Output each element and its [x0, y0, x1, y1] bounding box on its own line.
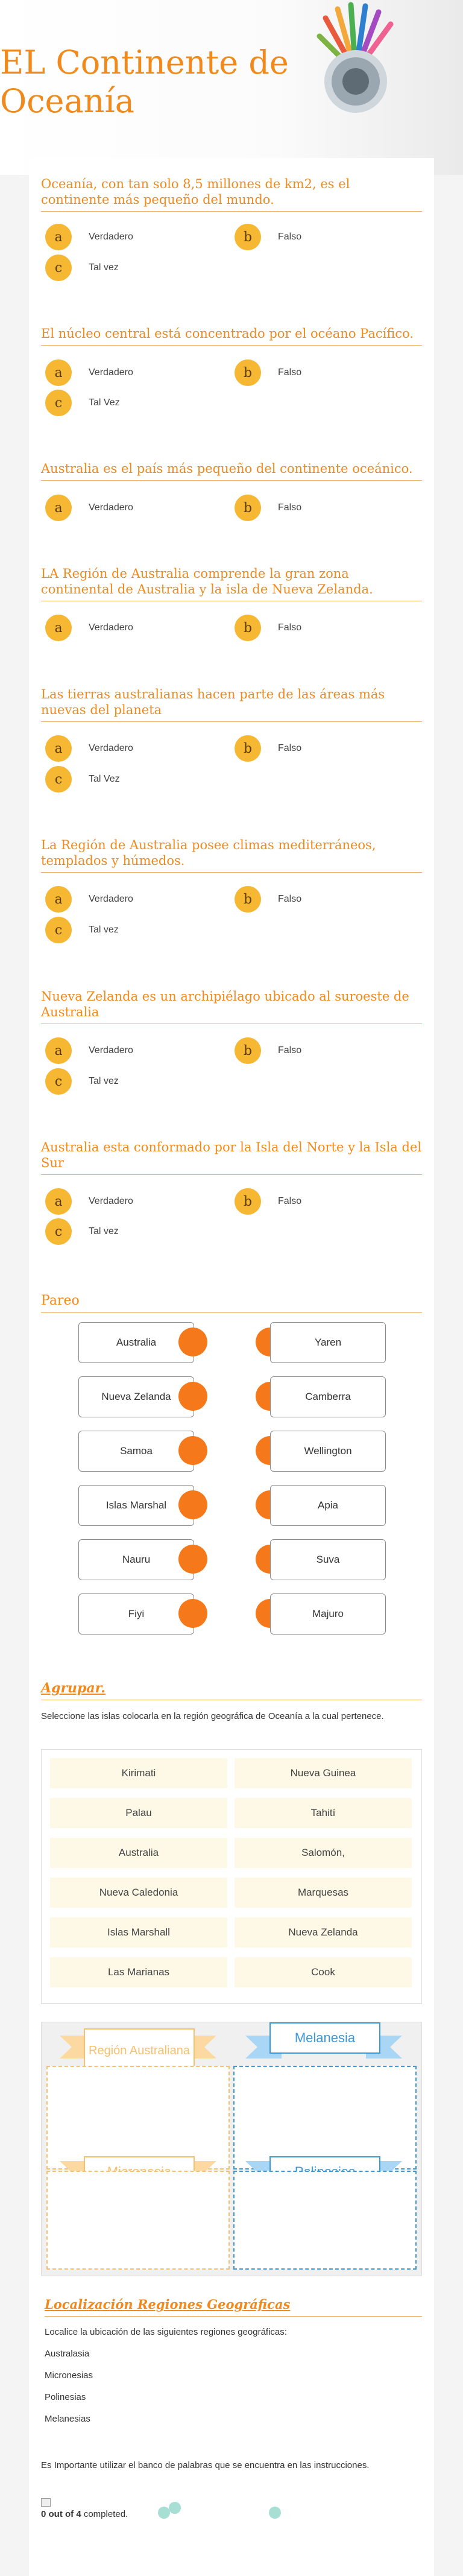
question-text: Oceanía, con tan solo 8,5 millones de km2, es el continente más pequeño del mundo. — [41, 176, 422, 212]
question-text: La Región de Australia posee climas mediterráneos, templados y húmedos. — [41, 837, 422, 873]
grouping-title: Agrupar. — [41, 1680, 106, 1696]
draggable-item[interactable]: Nueva Guinea — [235, 1758, 412, 1788]
option-c[interactable]: c Tal Vez — [45, 390, 120, 416]
match-right-item[interactable]: Yaren — [270, 1322, 386, 1363]
progress-count: 0 out of 4 — [41, 2509, 81, 2519]
option-b[interactable]: b Falso — [235, 224, 301, 250]
broken-image-icon — [41, 2498, 51, 2507]
match-connector-dot[interactable] — [178, 1328, 207, 1356]
region-list-item: Micronesias — [45, 2370, 93, 2381]
option-c[interactable]: c Tal vez — [45, 1068, 119, 1095]
zone-label: Región Australiana — [84, 2028, 195, 2073]
match-connector-dot[interactable] — [178, 1490, 207, 1519]
location-marker-icon[interactable] — [269, 2507, 281, 2519]
match-right-item[interactable]: Apia — [270, 1485, 386, 1526]
divider — [45, 2316, 422, 2317]
header — [0, 0, 463, 175]
matching-title: Pareo — [41, 1293, 80, 1308]
location-marker-icon[interactable] — [169, 2502, 181, 2514]
match-left-item[interactable]: Samoa — [78, 1431, 194, 1472]
word-bank — [41, 1749, 422, 2004]
option-b[interactable]: b Falso — [235, 735, 301, 762]
option-a[interactable]: a Verdadero — [45, 886, 133, 913]
option-b[interactable]: b Falso — [235, 1037, 301, 1064]
option-a[interactable]: a Verdadero — [45, 1188, 133, 1215]
pencils-icon — [313, 0, 398, 115]
option-c[interactable]: c Tal vez — [45, 1218, 119, 1245]
question-4 — [41, 566, 422, 601]
progress-text — [41, 2509, 128, 2519]
page-title: EL Continente de Oceanía — [0, 43, 289, 120]
match-right-item[interactable]: Majuro — [270, 1593, 386, 1635]
match-left-item[interactable]: Australia — [78, 1322, 194, 1363]
location-note: Es Importante utilizar el banco de palabras que se encuentra en las instrucciones. — [41, 2460, 370, 2470]
option-a[interactable]: a Verdadero — [45, 359, 133, 386]
grouping-instruction: Seleccione las islas colocarla en la región geográfica de Oceanía a la cual pertenece. — [41, 1711, 384, 1721]
draggable-item[interactable]: Las Marianas — [50, 1957, 227, 1987]
match-left-item[interactable]: Nauru — [78, 1539, 194, 1580]
draggable-item[interactable]: Tahití — [235, 1798, 412, 1828]
activity-card — [29, 158, 434, 2576]
option-c[interactable]: c Tal Vez — [45, 766, 120, 793]
match-connector-dot[interactable] — [178, 1545, 207, 1574]
region-list-item: Australasia — [45, 2349, 90, 2359]
region-list-item: Melanesias — [45, 2414, 90, 2424]
divider — [41, 1312, 422, 1313]
draggable-item[interactable]: Nueva Caledonia — [50, 1878, 227, 1908]
question-7 — [41, 989, 422, 1024]
option-b[interactable]: b Falso — [235, 495, 301, 521]
option-c[interactable]: c Tal vez — [45, 255, 119, 281]
drop-zone-melanesia[interactable] — [233, 2066, 417, 2169]
match-connector-dot[interactable] — [178, 1599, 207, 1628]
option-a[interactable]: a Verdadero — [45, 224, 133, 250]
question-text: Nueva Zelanda es un archipiélago ubicado al suroeste de Australia — [41, 989, 422, 1024]
zone-label: Melanesia — [269, 2022, 380, 2054]
option-b[interactable]: b Falso — [235, 886, 301, 913]
option-a[interactable]: a Verdadero — [45, 495, 133, 521]
option-a[interactable]: a Verdadero — [45, 615, 133, 641]
draggable-item[interactable]: Cook — [235, 1957, 412, 1987]
question-2 — [41, 326, 422, 346]
draggable-item[interactable]: Marquesas — [235, 1878, 412, 1908]
question-text: El núcleo central está concentrado por el océano Pacífico. — [41, 326, 422, 346]
location-instruction: Localice la ubicación de las siguientes regiones geográficas: — [45, 2327, 287, 2337]
option-c[interactable]: c Tal vez — [45, 917, 119, 943]
drop-zone-micronesia[interactable] — [46, 2171, 230, 2270]
drop-zones — [41, 2022, 422, 2276]
location-marker-icon[interactable] — [158, 2507, 170, 2519]
match-left-item[interactable]: Nueva Zelanda — [78, 1376, 194, 1417]
question-5 — [41, 686, 422, 722]
option-a[interactable]: a Verdadero — [45, 735, 133, 762]
question-3 — [41, 461, 422, 481]
question-1 — [41, 176, 422, 212]
question-text: LA Región de Australia comprende la gran zona continental de Australia y la isla de Nueva Zelanda. — [41, 566, 422, 601]
match-left-item[interactable]: Fiyi — [78, 1593, 194, 1635]
drop-zone-polinesias[interactable] — [233, 2171, 417, 2270]
draggable-item[interactable]: Islas Marshall — [50, 1917, 227, 1948]
draggable-item[interactable]: Australia — [50, 1838, 227, 1868]
location-title: Localización Regiones Geográficas — [45, 2297, 291, 2312]
match-right-item[interactable]: Wellington — [270, 1431, 386, 1472]
question-8 — [41, 1139, 422, 1175]
match-right-item[interactable]: Suva — [270, 1539, 386, 1580]
draggable-item[interactable]: Palau — [50, 1798, 227, 1828]
match-connector-dot[interactable] — [178, 1382, 207, 1411]
option-b[interactable]: b Falso — [235, 359, 301, 386]
question-text: Las tierras australianas hacen parte de las áreas más nuevas del planeta — [41, 686, 422, 722]
match-connector-dot[interactable] — [178, 1436, 207, 1465]
progress-label: completed. — [83, 2509, 128, 2519]
option-a[interactable]: a Verdadero — [45, 1037, 133, 1064]
match-left-item[interactable]: Islas Marshal — [78, 1485, 194, 1526]
question-text: Australia es el país más pequeño del continente oceánico. — [41, 461, 422, 481]
question-6 — [41, 837, 422, 873]
region-list-item: Polinesias — [45, 2392, 86, 2402]
option-b[interactable]: b Falso — [235, 1188, 301, 1215]
question-text: Australia esta conformado por la Isla del Norte y la Isla del Sur — [41, 1139, 422, 1175]
draggable-item[interactable]: Nueva Zelanda — [235, 1917, 412, 1948]
draggable-item[interactable]: Salomón, — [235, 1838, 412, 1868]
drop-zone-region-australiana[interactable] — [46, 2066, 230, 2169]
draggable-item[interactable]: Kirimati — [50, 1758, 227, 1788]
match-right-item[interactable]: Camberra — [270, 1376, 386, 1417]
option-b[interactable]: b Falso — [235, 615, 301, 641]
